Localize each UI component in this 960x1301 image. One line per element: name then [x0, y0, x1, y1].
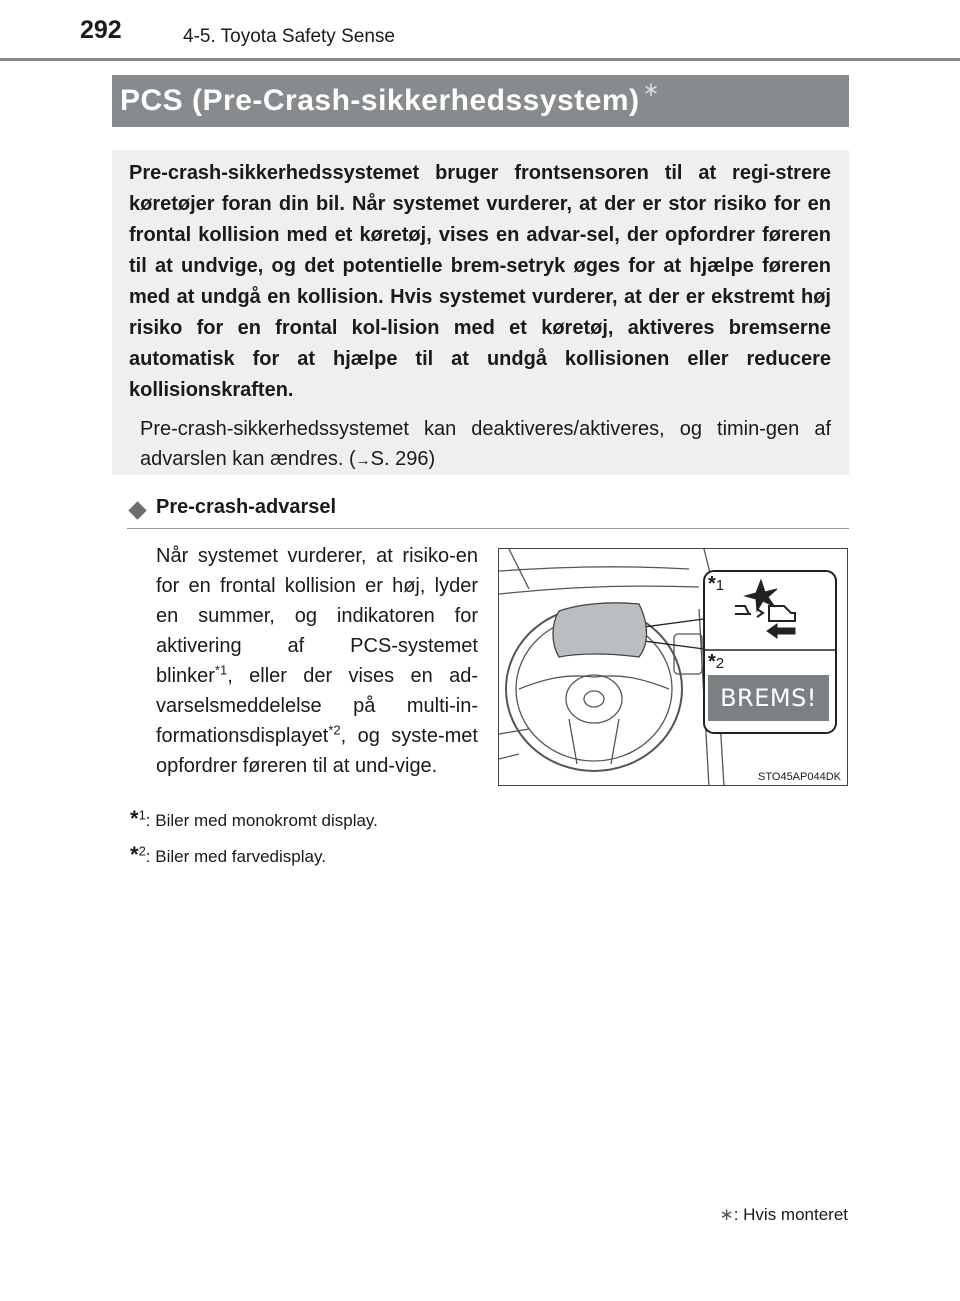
- body-text-part-3: , og syste-met opfordrer føreren til at und-vige.: [156, 725, 478, 777]
- figure-label-2-marker: *: [708, 651, 716, 673]
- arrow-right-icon: →: [355, 452, 371, 469]
- footnote-1-number: 1: [138, 807, 146, 823]
- header-rule: [0, 58, 960, 61]
- page-reference-link[interactable]: S. 296): [370, 448, 436, 470]
- figure-label-1: [708, 573, 724, 596]
- figure-label-1-marker: *: [708, 573, 716, 595]
- figure-label-2: [708, 651, 724, 674]
- page-number: 292: [80, 16, 122, 44]
- footnote-1-marker: *: [130, 806, 139, 831]
- body-text-part-2: , eller der vises en ad-varselsmeddelelse på multi-in-formationsdisplayet: [156, 665, 478, 747]
- diamond-bullet-icon: [128, 501, 146, 519]
- asterisk-icon: ∗: [719, 1205, 734, 1224]
- subsection-body: [156, 541, 478, 781]
- subsection-title: Pre-crash-advarsel: [156, 496, 337, 518]
- footnote-2-marker: *: [130, 842, 139, 867]
- fitted-note: [719, 1205, 848, 1225]
- fitted-note-text: : Hvis monteret: [733, 1205, 848, 1224]
- subsection-heading: [127, 496, 849, 529]
- body-text-part-1: Når systemet vurderer, at risiko-en for en frontal kollision er høj, lyder en summer, og indikatoren for aktivering af PCS-systemet blinker: [156, 545, 478, 687]
- section-title-bar: [112, 75, 849, 127]
- asterisk-icon: ∗: [642, 78, 660, 101]
- footnote-2-text: : Biler med farvedisplay.: [145, 847, 326, 866]
- footnote-ref-2: *2: [328, 722, 341, 738]
- dashboard-illustration: [498, 548, 848, 786]
- footnote-1-text: : Biler med monokromt display.: [145, 811, 378, 830]
- section-title: PCS (Pre-Crash-sikkerhedssystem): [120, 84, 640, 117]
- intro-note-text: Pre-crash-sikkerhedssystemet kan deaktiveres/aktiveres, og timin-gen af advarslen kan ændres. (: [140, 418, 831, 470]
- footnote-2-number: 2: [138, 843, 146, 859]
- section-reference: 4-5. Toyota Safety Sense: [183, 26, 395, 47]
- intro-note-paragraph: [140, 414, 831, 476]
- brems-warning-display: BREMS!: [708, 675, 829, 721]
- footnote-1: [130, 806, 378, 832]
- intro-bold-paragraph: Pre-crash-sikkerhedssystemet bruger frontsensoren til at regi-strere køretøjer foran din bil. Når systemet vurderer, at der er stor risiko for en frontal kollision med et køretøj, vises en advar-sel, der opfordrer føreren til at undvige, og det potentielle brem-setryk øges for at hjælpe føreren med at undgå en kollision. Hvis systemet vurderer, at der er ekstremt høj risiko for en frontal kol-lision med et køretøj, aktiveres bremserne automatisk for at hjælpe til at undgå kollisionen eller reducere kollisionskraften.: [129, 162, 831, 401]
- figure-label-1-number: 1: [715, 577, 725, 594]
- figure-label-2-number: 2: [715, 655, 725, 672]
- intro-box: [112, 150, 849, 475]
- footnote-ref-1: *1: [214, 662, 228, 678]
- dashboard-drawing: [499, 549, 848, 786]
- footnote-2: [130, 842, 326, 868]
- figure-code: STO45AP044DK: [758, 771, 841, 783]
